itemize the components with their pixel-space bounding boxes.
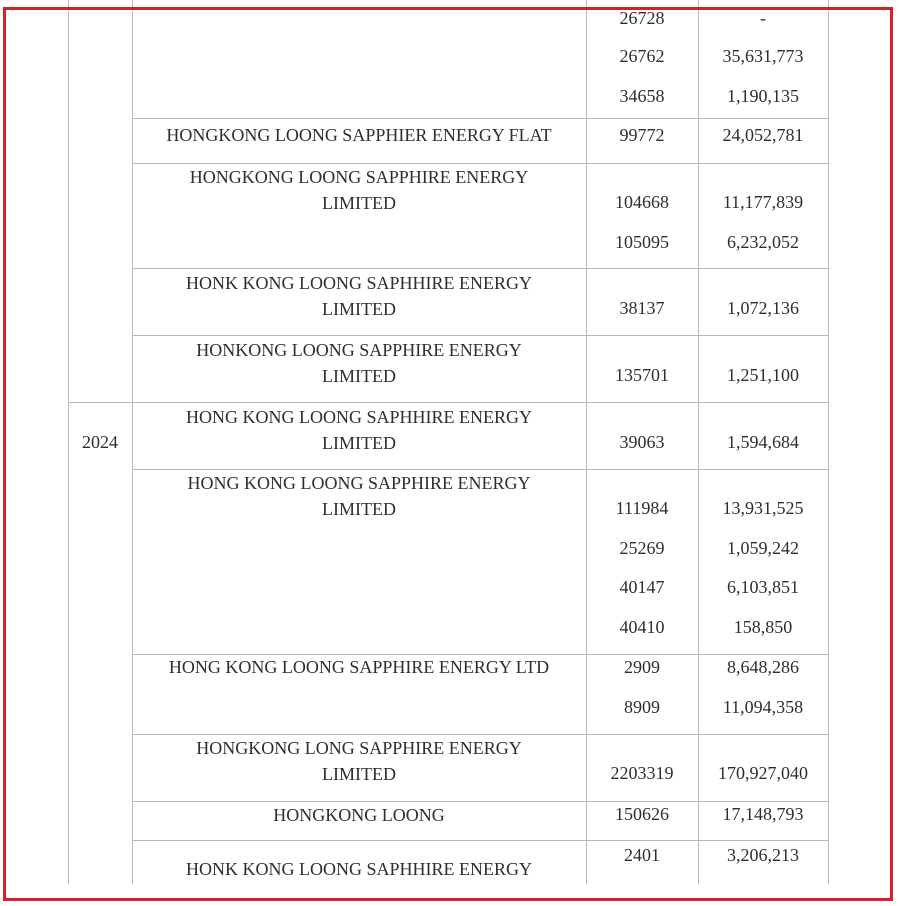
amount-cell: 170,927,040 — [718, 763, 808, 783]
code-cell: 26762 — [619, 46, 665, 66]
code-cell: 25269 — [619, 538, 665, 558]
amount-cell: 158,850 — [733, 617, 793, 637]
amount-cell: - — [760, 8, 766, 28]
amount-cell: 3,206,213 — [727, 845, 799, 865]
code-cell: 40147 — [619, 577, 665, 597]
company-cell-line-1: HONG KONG LOONG SAPHHIRE ENERGY — [186, 407, 532, 427]
amount-cell: 6,232,052 — [727, 232, 799, 252]
code-cell: 34658 — [619, 86, 665, 106]
company-cell-line-2: LIMITED — [322, 366, 396, 386]
code-cell: 105095 — [615, 232, 669, 252]
code-cell: 150626 — [615, 804, 669, 824]
company-cell-line-2: LIMITED — [322, 299, 396, 319]
code-cell: 2203319 — [610, 763, 674, 783]
amount-cell: 17,148,793 — [722, 804, 804, 824]
company-cell-line-2: LIMITED — [322, 193, 396, 213]
code-cell: 26728 — [619, 8, 665, 28]
company-cell-line-2: LIMITED — [322, 499, 396, 519]
code-cell: 40410 — [619, 617, 665, 637]
code-cell: 111984 — [615, 498, 669, 518]
amount-cell: 24,052,781 — [722, 125, 804, 145]
code-cell: 2401 — [624, 845, 660, 865]
code-cell: 99772 — [619, 125, 665, 145]
code-cell: 135701 — [615, 365, 669, 385]
amount-cell: 35,631,773 — [722, 46, 804, 66]
code-cell: 39063 — [619, 432, 665, 452]
code-cell: 8909 — [624, 697, 660, 717]
company-cell: HONGKONG LOONG — [273, 805, 445, 825]
amount-cell: 1,072,136 — [727, 298, 799, 318]
company-cell-line-1: HONG KONG LOONG SAPPHIRE ENERGY — [187, 473, 531, 493]
company-cell-line-2: LIMITED — [322, 764, 396, 784]
highlight-frame — [3, 7, 893, 901]
company-cell-line-1: HONGKONG LONG SAPPHIRE ENERGY — [196, 738, 522, 758]
company-cell-line-1: HONKONG LOONG SAPPHIRE ENERGY — [196, 340, 522, 360]
code-cell: 38137 — [619, 298, 665, 318]
amount-cell: 1,059,242 — [727, 538, 799, 558]
amount-cell: 6,103,851 — [727, 577, 799, 597]
company-cell: HONG KONG LOONG SAPPHIRE ENERGY LTD — [168, 657, 550, 677]
company-cell-line-2: LIMITED — [322, 433, 396, 453]
company-cell: HONK KONG LOONG SAPHHIRE ENERGY — [186, 859, 532, 879]
code-cell: 2909 — [624, 657, 660, 677]
amount-cell: 11,177,839 — [722, 192, 804, 212]
code-cell: 104668 — [615, 192, 669, 212]
company-cell: HONGKONG LOONG SAPPHIER ENERGY FLAT — [166, 125, 552, 145]
amount-cell: 13,931,525 — [722, 498, 804, 518]
company-cell-line-1: HONGKONG LOONG SAPPHIRE ENERGY — [189, 167, 529, 187]
amount-cell: 1,594,684 — [727, 432, 799, 452]
year-cell: 2024 — [82, 432, 118, 452]
amount-cell: 11,094,358 — [722, 697, 804, 717]
company-cell-line-1: HONK KONG LOONG SAPHHIRE ENERGY — [186, 273, 532, 293]
amount-cell: 1,251,100 — [727, 365, 799, 385]
amount-cell: 8,648,286 — [727, 657, 799, 677]
amount-cell: 1,190,135 — [727, 86, 799, 106]
